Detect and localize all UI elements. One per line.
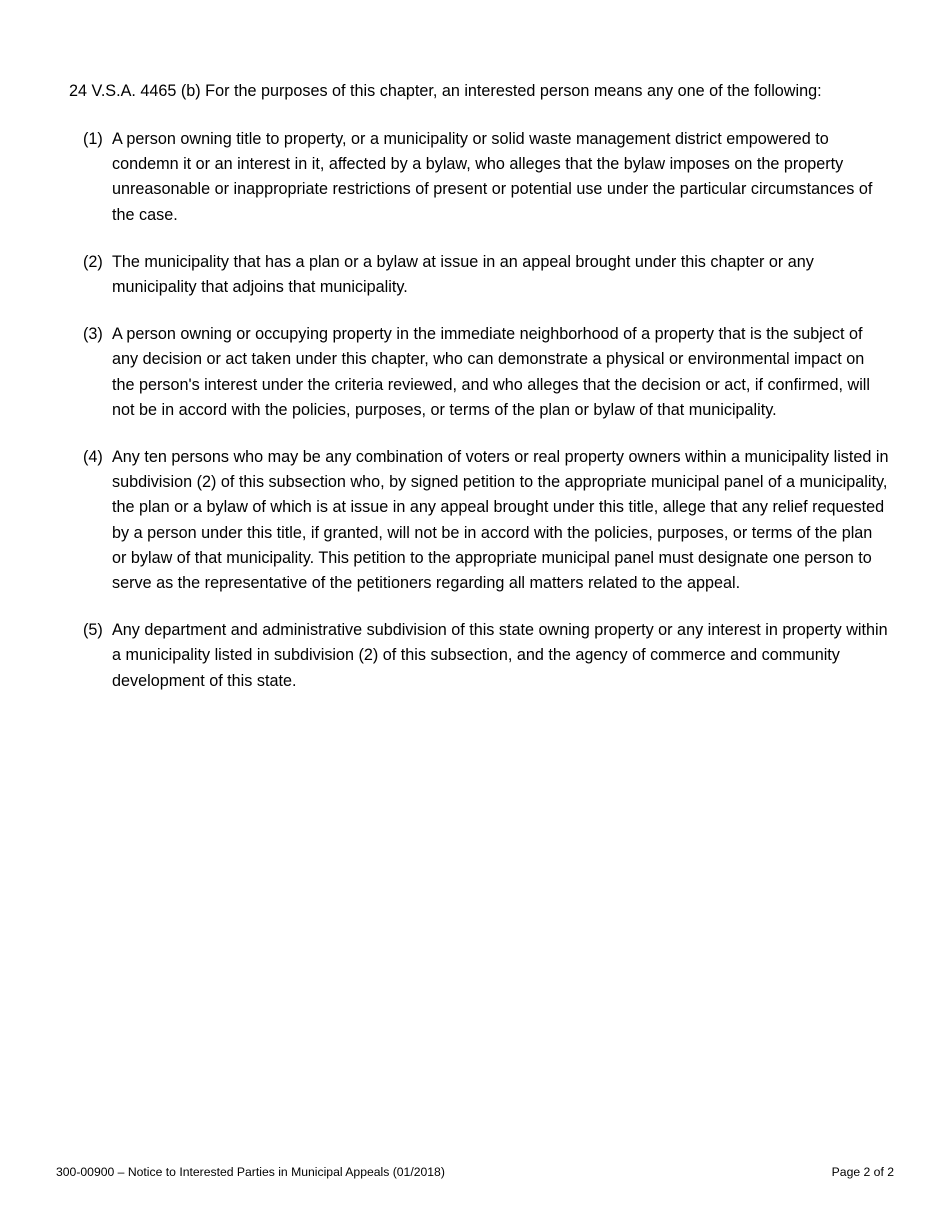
list-item — [83, 250, 891, 300]
item-number: (3) — [83, 325, 103, 344]
item-number: (4) — [83, 448, 103, 467]
item-text: A person owning or occupying property in the immediate neighborhood of a property that is the subject of any decision or act taken under this chapter, who can demonstrate a physical or environmental impact on the person's interest under the criteria reviewed, and who alleges that the decision or act, if confirmed, will not be in accord with the policies, purposes, or terms of the plan or bylaw of that municipality. — [112, 325, 870, 419]
item-text: Any department and administrative subdivision of this state owning property or any interest in property within a municipality listed in subdivision (2) of this subsection, and the agency of commerce and community development of this state. — [112, 621, 888, 690]
item-number: (2) — [83, 252, 103, 271]
list-item — [83, 618, 891, 694]
list-item — [83, 127, 891, 228]
list-item — [83, 322, 891, 423]
interested-person-list — [83, 127, 891, 716]
item-number: (1) — [83, 130, 103, 148]
list-item — [83, 445, 891, 596]
item-text: Any ten persons who may be any combination of voters or real property owners within a municipality listed in subdivision (2) of this subsection who, by signed petition to the appropriate municipal panel of a municipality, the plan or a bylaw of which is at issue in any appeal brought under this title, allege that any relief requested by a person under this title, if granted, will not be in accord with the policies, purposes, or terms of the plan or bylaw of that municipality. This petition to the appropriate municipal panel must designate one person to serve as the representative of the petitioners regarding all matters related to the appeal. — [112, 448, 889, 593]
footer-form-info: 300-00900 – Notice to Interested Parties in Municipal Appeals (01/2018) — [56, 1165, 445, 1179]
item-text: The municipality that has a plan or a bylaw at issue in an appeal brought under this chapter or any municipality that adjoins that municipality. — [112, 252, 814, 297]
intro-paragraph: 24 V.S.A. 4465 (b) For the purposes of this chapter, an interested person means any one of the following: — [69, 82, 822, 100]
item-number: (5) — [83, 621, 103, 640]
footer-page-number: Page 2 of 2 — [831, 1165, 894, 1179]
item-text: A person owning title to property, or a municipality or solid waste management district empowered to condemn it or an interest in it, affected by a bylaw, who alleges that the bylaw imposes on the property unreasonable or inappropriate restrictions of present or potential use under the particular circumstances of the case. — [112, 130, 873, 224]
